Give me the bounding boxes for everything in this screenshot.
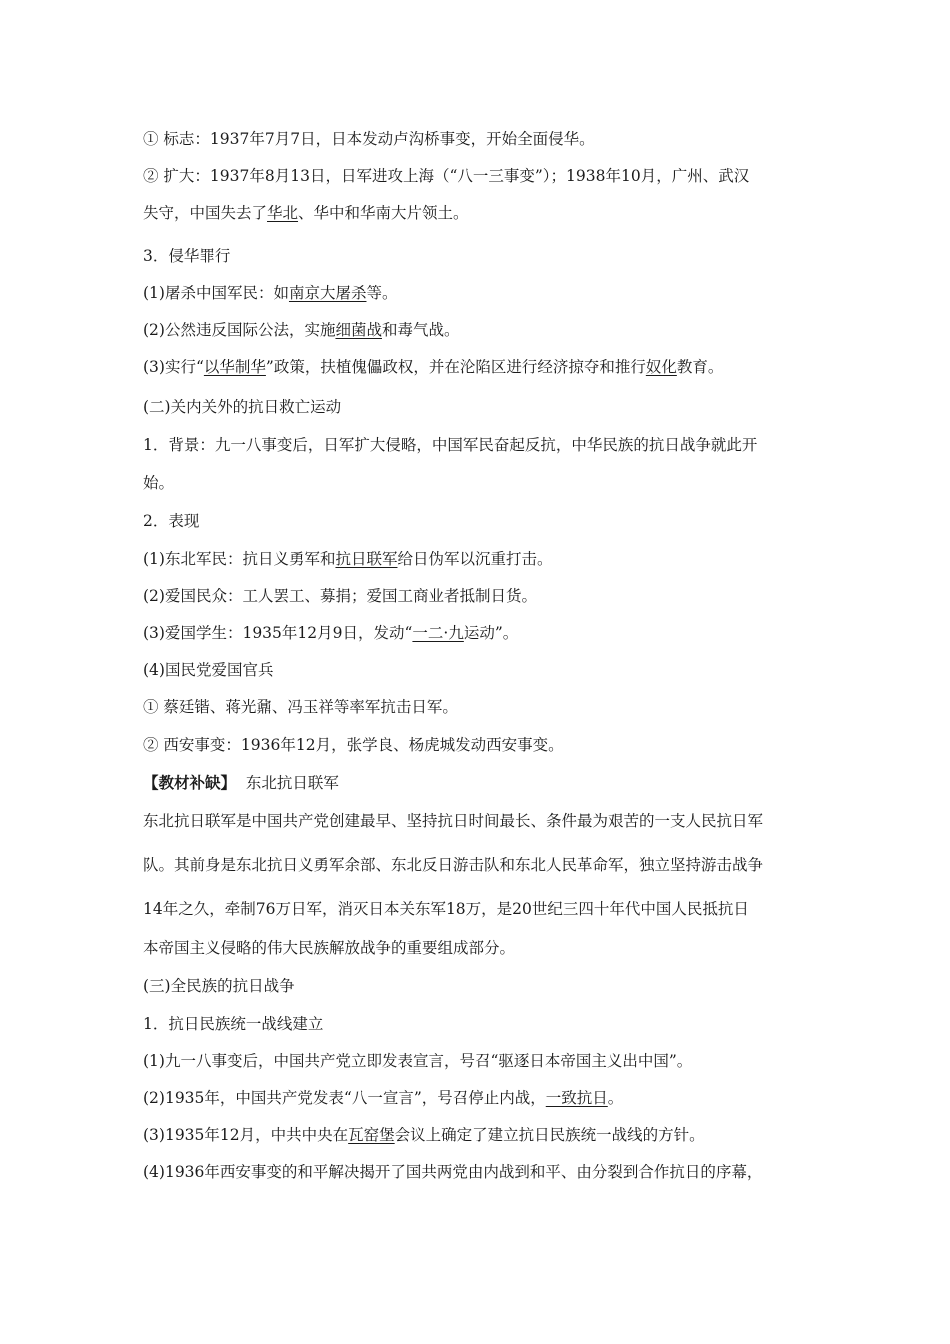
underlined-term: 一二·九 [412,624,464,642]
supplement-tag: 【教材补缺】 [143,773,237,792]
section-heading: 1．抗日民族统一战线建立 [143,1015,324,1033]
underlined-term: 细菌战 [335,321,382,339]
underlined-term: 一致抗日 [545,1089,608,1107]
paragraph: 失守，中国失去了华北、华中和华南大片领土。 [143,204,469,222]
supplement-title: 东北抗日联军 [245,774,339,792]
paragraph: ① 蔡廷锴、蒋光鼐、冯玉祥等率军抗击日军。 [143,698,458,716]
paragraph: (4)1936年西安事变的和平解决揭开了国共两党由内战到和平、由分裂到合作抗日的序幕， [143,1163,763,1181]
paragraph: ② 西安事变：1936年12月，张学良、杨虎城发动西安事变。 [143,736,564,754]
underlined-term: 抗日联军 [335,550,398,568]
paragraph: ① 标志：1937年7月7日，日本发动卢沟桥事变，开始全面侵华。 [143,130,595,148]
paragraph: (2)爱国民众：工人罢工、募捐；爱国工商业者抵制日货。 [143,587,537,605]
paragraph: 队。其前身是东北抗日义勇军余部、东北反日游击队和东北人民革命军，独立坚持游击战争 [143,856,764,874]
supplement-heading [143,772,823,794]
paragraph: (2)公然违反国际公法，实施细菌战和毒气战。 [143,321,460,339]
underlined-term: 以华制华 [203,358,266,376]
paragraph: (3)1935年12月，中共中央在瓦窑堡会议上确定了建立抗日民族统一战线的方针。 [143,1126,705,1144]
section-heading: (三)全民族的抗日战争 [143,977,295,995]
paragraph: 14年之久，牵制76万日军，消灭日本关东军18万，是20世纪三四十年代中国人民抵抗日 [143,900,749,918]
section-heading: 3．侵华罪行 [143,247,231,265]
paragraph: (2)1935年，中国共产党发表“八一宣言”，号召停止内战，一致抗日。 [143,1089,624,1107]
paragraph: (3)爱国学生：1935年12月9日，发动“一二·九运动”。 [143,624,519,642]
paragraph: 1．背景：九一八事变后，日军扩大侵略，中国军民奋起反抗，中华民族的抗日战争就此开 [143,436,758,454]
paragraph: 东北抗日联军是中国共产党创建最早、坚持抗日时间最长、条件最为艰苦的一支人民抗日军 [143,812,764,830]
paragraph: ② 扩大：1937年8月13日，日军进攻上海（“八一三事变”）；1938年10月，广州、武汉 [143,167,750,185]
section-heading: 2．表现 [143,512,200,530]
underlined-term: 瓦窑堡 [348,1126,395,1144]
underlined-term: 南京大屠杀 [288,284,367,302]
paragraph: (1)屠杀中国军民：如南京大屠杀等。 [143,284,398,302]
paragraph: 本帝国主义侵略的伟大民族解放战争的重要组成部分。 [143,939,516,957]
paragraph: 始。 [143,474,175,492]
paragraph: (1)九一八事变后，中国共产党立即发表宣言，号召“驱逐日本帝国主义出中国”。 [143,1052,693,1070]
section-heading: (二)关内关外的抗日救亡运动 [143,398,342,416]
underlined-term: 华北 [267,204,299,222]
underlined-term: 奴化 [645,358,677,376]
paragraph: (3)实行“以华制华”政策，扶植傀儡政权，并在沦陷区进行经济掠夺和推行奴化教育。 [143,358,724,376]
paragraph: (4)国民党爱国官兵 [143,661,274,679]
paragraph: (1)东北军民：抗日义勇军和抗日联军给日伪军以沉重打击。 [143,550,553,568]
